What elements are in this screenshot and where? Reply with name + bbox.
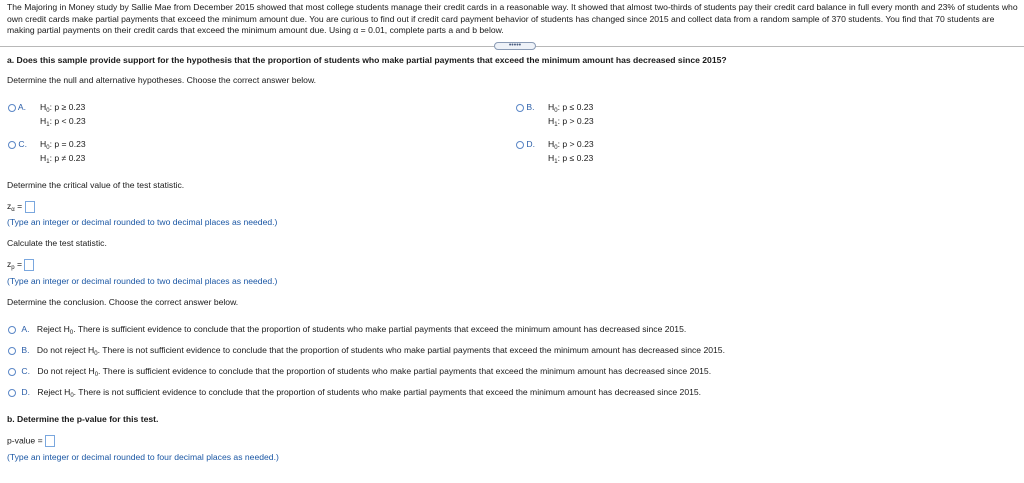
conclusion-prompt: Determine the conclusion. Choose the correct answer below. (7, 297, 239, 307)
critical-value-row (7, 201, 35, 213)
hypothesis-option-d[interactable] (516, 139, 535, 149)
hypothesis-option-a[interactable] (8, 102, 26, 112)
option-a-h1: $H_1$: p < 0.23 (40, 116, 86, 128)
conclusion-option-c[interactable] (8, 366, 711, 376)
z-p-label: $z_p$ = (7, 259, 23, 272)
option-letter: B. (526, 102, 535, 112)
option-a-h0: $H_0$: p ≥ 0.23 (40, 102, 86, 114)
option-d-h1: $H_1$: p ≤ 0.23 (548, 153, 594, 165)
p-value-row (7, 435, 55, 447)
option-letter: D. (21, 387, 30, 397)
problem-statement: The Majoring in Money study by Sallie Mae from December 2015 showed that most college students manage their credit cards in a reasonable way. It showed that almost two-thirds of students pay their credit card balance in full every month and 23% of students who own credit cards make partial payments that exceed the minimum amount due. You are curious to find out if credit card payment behavior of students has changed since 2015 and collect data from a random sample of 370 students. You find that 70 students are making partial payments on their credit cards that exceed the minimum amount due. Using α = 0.01, complete parts a and b below. (7, 2, 1018, 35)
conclusion-text: Do not reject $H_0$. There is sufficient evidence to conclude that the proportion of students who make partial payments that exceed the minimum amount has decreased since 2015. (37, 366, 712, 378)
test-statistic-prompt: Calculate the test statistic. (7, 238, 107, 248)
hypotheses-instruction: Determine the null and alternative hypotheses. Choose the correct answer below. (7, 75, 317, 85)
option-letter: B. (21, 345, 30, 355)
option-b-h0: $H_0$: p ≤ 0.23 (548, 102, 594, 114)
radio-icon[interactable] (8, 326, 16, 334)
option-letter: A. (21, 324, 30, 334)
radio-icon[interactable] (8, 368, 16, 376)
conclusion-text: Reject $H_0$. There is not sufficient evidence to conclude that the proportion of students who make partial payments that exceed the minimum amount has decreased since 2015. (37, 387, 702, 399)
test-statistic-row (7, 259, 34, 271)
option-letter: C. (21, 366, 30, 376)
test-statistic-input[interactable] (24, 259, 34, 271)
hypothesis-option-c[interactable] (8, 139, 27, 149)
conclusion-option-d[interactable] (8, 387, 701, 397)
critical-value-hint: (Type an integer or decimal rounded to two decimal places as needed.) (7, 217, 278, 227)
option-d-h0: $H_0$: p > 0.23 (548, 139, 594, 151)
conclusion-option-a[interactable] (8, 324, 686, 334)
option-c-h0: $H_0$: p = 0.23 (40, 139, 86, 151)
option-letter: A. (17, 102, 27, 112)
radio-icon[interactable] (8, 347, 16, 355)
expand-more-button[interactable]: ••••• (494, 42, 536, 50)
radio-icon[interactable] (8, 389, 16, 397)
p-value-input[interactable] (45, 435, 55, 447)
conclusion-text: Do not reject $H_0$. There is not sufficient evidence to conclude that the proportion of students who make partial payments that exceed the minimum amount has decreased since 2015. (36, 345, 725, 357)
radio-icon[interactable] (8, 104, 16, 112)
option-c-h1: $H_1$: p ≠ 0.23 (40, 153, 86, 165)
z-alpha-label: $z_\alpha$ = (7, 201, 23, 214)
conclusion-text: Reject $H_0$. There is sufficient evidence to conclude that the proportion of students who make partial payments that exceed the minimum amount has decreased since 2015. (36, 324, 687, 336)
p-value-label: p-value = (7, 435, 43, 446)
option-b-h1: $H_1$: p > 0.23 (548, 116, 594, 128)
p-value-hint: (Type an integer or decimal rounded to four decimal places as needed.) (7, 452, 279, 462)
test-statistic-hint: (Type an integer or decimal rounded to two decimal places as needed.) (7, 276, 278, 286)
critical-value-prompt: Determine the critical value of the test statistic. (7, 180, 185, 190)
hypothesis-option-b[interactable] (516, 102, 535, 112)
radio-icon[interactable] (8, 141, 16, 149)
option-letter: D. (526, 139, 535, 149)
option-letter: C. (18, 139, 27, 149)
critical-value-input[interactable] (25, 201, 35, 213)
radio-icon[interactable] (516, 141, 524, 149)
conclusion-option-b[interactable] (8, 345, 725, 355)
part-b-question: b. Determine the p-value for this test. (7, 414, 159, 424)
radio-icon[interactable] (516, 104, 524, 112)
part-a-question: a. Does this sample provide support for the hypothesis that the proportion of students who make partial payments that exceed the minimum amount has decreased since 2015? (7, 55, 727, 65)
